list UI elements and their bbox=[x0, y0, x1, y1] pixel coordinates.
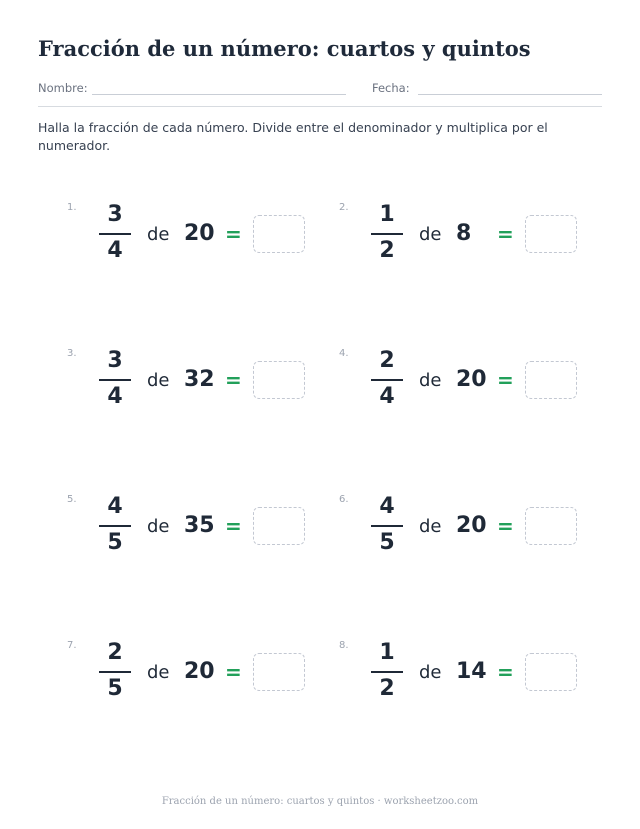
whole-number: 20 bbox=[456, 513, 487, 538]
problem-7 bbox=[67, 640, 317, 720]
fraction bbox=[369, 348, 405, 418]
fraction bbox=[369, 640, 405, 710]
denominator: 2 bbox=[379, 676, 395, 701]
denominator: 4 bbox=[107, 238, 123, 263]
denominator: 5 bbox=[107, 530, 123, 555]
whole-number: 20 bbox=[184, 221, 215, 246]
problem-number: 4. bbox=[339, 348, 349, 359]
equals-sign: = bbox=[497, 660, 514, 684]
numerator: 3 bbox=[107, 202, 123, 227]
fraction-bar bbox=[371, 525, 403, 527]
date-field[interactable] bbox=[418, 94, 602, 95]
name-label: Nombre: bbox=[38, 81, 88, 95]
fraction bbox=[97, 494, 133, 564]
fraction bbox=[97, 640, 133, 710]
of-word: de bbox=[147, 516, 170, 537]
problem-2 bbox=[339, 202, 589, 282]
fraction-bar bbox=[99, 525, 131, 527]
numerator: 4 bbox=[107, 494, 123, 519]
fraction-bar bbox=[99, 671, 131, 673]
of-word: de bbox=[147, 224, 170, 245]
of-word: de bbox=[419, 662, 442, 683]
fraction bbox=[369, 494, 405, 564]
numerator: 2 bbox=[379, 348, 395, 373]
fraction bbox=[97, 348, 133, 418]
of-word: de bbox=[419, 370, 442, 391]
fraction-bar bbox=[371, 379, 403, 381]
numerator: 1 bbox=[379, 202, 395, 227]
problem-6 bbox=[339, 494, 589, 574]
problem-3 bbox=[67, 348, 317, 428]
date-label: Fecha: bbox=[372, 81, 410, 95]
of-word: de bbox=[419, 224, 442, 245]
problem-number: 8. bbox=[339, 640, 349, 651]
fraction-bar bbox=[99, 233, 131, 235]
problem-5 bbox=[67, 494, 317, 574]
header-divider bbox=[38, 106, 602, 107]
numerator: 4 bbox=[379, 494, 395, 519]
denominator: 4 bbox=[107, 384, 123, 409]
answer-box[interactable] bbox=[253, 215, 305, 253]
of-word: de bbox=[419, 516, 442, 537]
denominator: 4 bbox=[379, 384, 395, 409]
of-word: de bbox=[147, 370, 170, 391]
problem-number: 5. bbox=[67, 494, 77, 505]
fraction bbox=[369, 202, 405, 272]
whole-number: 32 bbox=[184, 367, 215, 392]
answer-box[interactable] bbox=[525, 361, 577, 399]
of-word: de bbox=[147, 662, 170, 683]
denominator: 2 bbox=[379, 238, 395, 263]
answer-box[interactable] bbox=[525, 653, 577, 691]
answer-box[interactable] bbox=[525, 507, 577, 545]
numerator: 1 bbox=[379, 640, 395, 665]
fraction-bar bbox=[371, 671, 403, 673]
fraction bbox=[97, 202, 133, 272]
answer-box[interactable] bbox=[253, 361, 305, 399]
whole-number: 14 bbox=[456, 659, 487, 684]
name-field[interactable] bbox=[92, 94, 346, 95]
problem-number: 3. bbox=[67, 348, 77, 359]
problem-4 bbox=[339, 348, 589, 428]
problem-8 bbox=[339, 640, 589, 720]
instructions: Halla la fracción de cada número. Divide entre el denominador y multiplica por el numerador. bbox=[38, 120, 548, 153]
problem-number: 2. bbox=[339, 202, 349, 213]
fraction-bar bbox=[371, 233, 403, 235]
problem-number: 6. bbox=[339, 494, 349, 505]
equals-sign: = bbox=[497, 222, 514, 246]
answer-box[interactable] bbox=[525, 215, 577, 253]
whole-number: 35 bbox=[184, 513, 215, 538]
equals-sign: = bbox=[225, 660, 242, 684]
problem-number: 7. bbox=[67, 640, 77, 651]
answer-box[interactable] bbox=[253, 653, 305, 691]
denominator: 5 bbox=[107, 676, 123, 701]
denominator: 5 bbox=[379, 530, 395, 555]
equals-sign: = bbox=[225, 368, 242, 392]
problem-number: 1. bbox=[67, 202, 77, 213]
equals-sign: = bbox=[225, 222, 242, 246]
answer-box[interactable] bbox=[253, 507, 305, 545]
fraction-bar bbox=[99, 379, 131, 381]
equals-sign: = bbox=[225, 514, 242, 538]
equals-sign: = bbox=[497, 368, 514, 392]
numerator: 2 bbox=[107, 640, 123, 665]
whole-number: 8 bbox=[456, 221, 472, 246]
equals-sign: = bbox=[497, 514, 514, 538]
footer: Fracción de un número: cuartos y quintos · worksheetzoo.com bbox=[161, 796, 479, 807]
problem-1 bbox=[67, 202, 317, 282]
numerator: 3 bbox=[107, 348, 123, 373]
whole-number: 20 bbox=[456, 367, 487, 392]
whole-number: 20 bbox=[184, 659, 215, 684]
page-title: Fracción de un número: cuartos y quintos bbox=[38, 36, 531, 61]
